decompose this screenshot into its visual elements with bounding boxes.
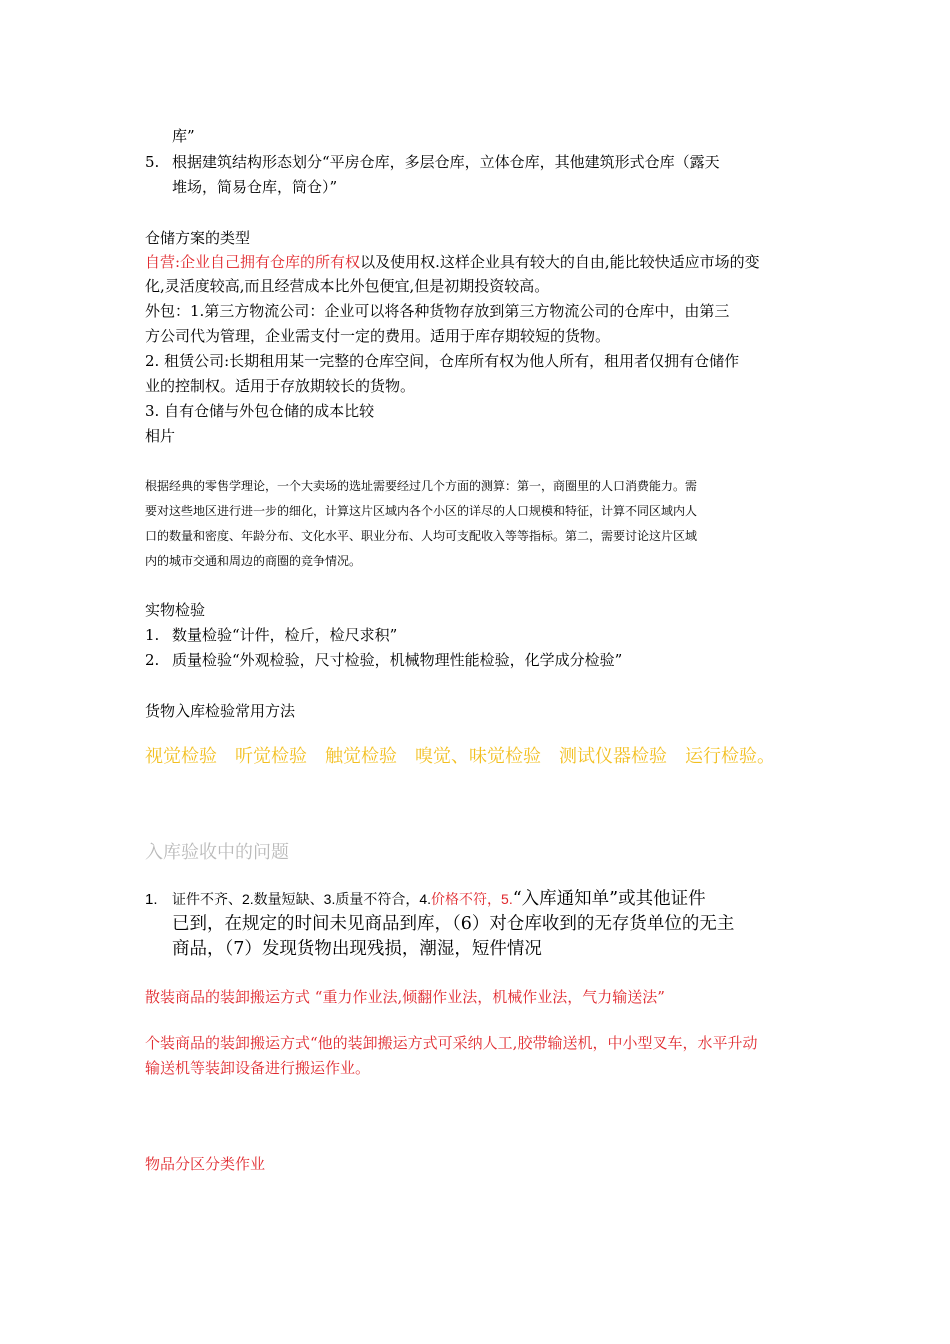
methods-heading: 货物入库检验常用方法 (145, 702, 296, 720)
retail-para-line3: 口的数量和密度、年龄分布、文化水平、职业分布、人均可支配收入等等指标。第二，需要讨论这片区域 (145, 529, 698, 543)
bulk-handling-line: 散装商品的装卸搬运方式 “重力作业法,倾翻作业法，机械作业法，气力输送法” (145, 988, 665, 1006)
inspection-number-2: 2. (145, 651, 160, 669)
piece-handling-line2: 输送机等装卸设备进行搬运作业。 (145, 1059, 371, 1077)
list-item-5-line1: 根据建筑结构形态划分“平房仓库，多层仓库，立体仓库，其他建筑形式仓库（露天 (172, 153, 720, 171)
methods-list: 视觉检验 听觉检验 触觉检验 嗅觉、味觉检验 测试仪器检验 运行检验。 (145, 746, 775, 767)
problems-heading: 入库验收中的问题 (145, 842, 289, 863)
problems-line2: 已到，在规定的时间未见商品到库，（6）对仓库收到的无存货单位的无主 (172, 914, 735, 934)
problems-line1 (172, 887, 706, 911)
piece-handling-line1: 个装商品的装卸搬运方式“他的装卸搬运方式可采纳人工,胶带输送机，中小型叉车，水平升动 (145, 1034, 758, 1052)
self-operated-highlight: 自营:企业自己拥有仓库的所有权 (145, 253, 361, 271)
problems-number-1: 1. (145, 891, 158, 908)
retail-para-line4: 内的城市交通和周边的商圈的竞争情况。 (145, 554, 362, 568)
retail-para-line2: 要对这些地区进行进一步的细化，计算这片区域内各个小区的详尽的人口规模和特征，计算不同区域内人 (145, 504, 698, 518)
self-operated-line1 (145, 252, 760, 272)
outsourcing-line2: 方公司代为管理，企业需支付一定的费用。适用于库存期较短的货物。 (145, 327, 611, 345)
self-operated-line2: 化,灵活度较高,而且经营成本比外包便宜,但是初期投资较高。 (145, 277, 550, 295)
zoning-heading: 物品分区分类作业 (145, 1155, 266, 1173)
problems-line1-highlight: 价格不符，5. (431, 891, 513, 907)
leasing-line2: 业的控制权。适用于存放期较长的货物。 (145, 377, 416, 395)
problems-line1-start: 证件不齐、2.数量短缺、3.质量不符合，4. (172, 891, 432, 907)
inspection-heading: 实物检验 (145, 601, 206, 619)
inspection-item-2: 质量检验“外观检验，尺寸检验，机械物理性能检验，化学成分检验” (172, 651, 623, 669)
list-item-5-line2: 堆场，简易仓库，筒仓）” (172, 178, 338, 196)
inspection-number-1: 1. (145, 626, 160, 644)
list-number-5: 5. (145, 153, 160, 171)
leasing-line1: 2. 租赁公司:长期租用某一完整的仓库空间，仓库所有权为他人所有，租用者仅拥有仓储作 (145, 352, 740, 370)
problems-line3: 商品，（7）发现货物出现残损，潮湿，短件情况 (172, 939, 542, 959)
photo-label: 相片 (145, 427, 176, 445)
list-continuation: 库” (172, 127, 195, 145)
self-operated-rest: 以及使用权.这样企业具有较大的自由,能比较快适应市场的变 (360, 253, 760, 271)
retail-para-line1: 根据经典的零售学理论，一个大卖场的选址需要经过几个方面的测算：第一，商圈里的人口消费能力。需 (145, 479, 698, 493)
inspection-item-1: 数量检验“计件，检斤，检尺求积” (172, 626, 398, 644)
outsourcing-line1: 外包：1.第三方物流公司：企业可以将各种货物存放到第三方物流公司的仓库中，由第三 (145, 302, 730, 320)
cost-compare-line: 3. 自有仓储与外包仓储的成本比较 (145, 402, 375, 420)
problems-line1-end: “入库通知单”或其他证件 (512, 889, 706, 909)
storage-plan-heading: 仓储方案的类型 (145, 229, 251, 247)
